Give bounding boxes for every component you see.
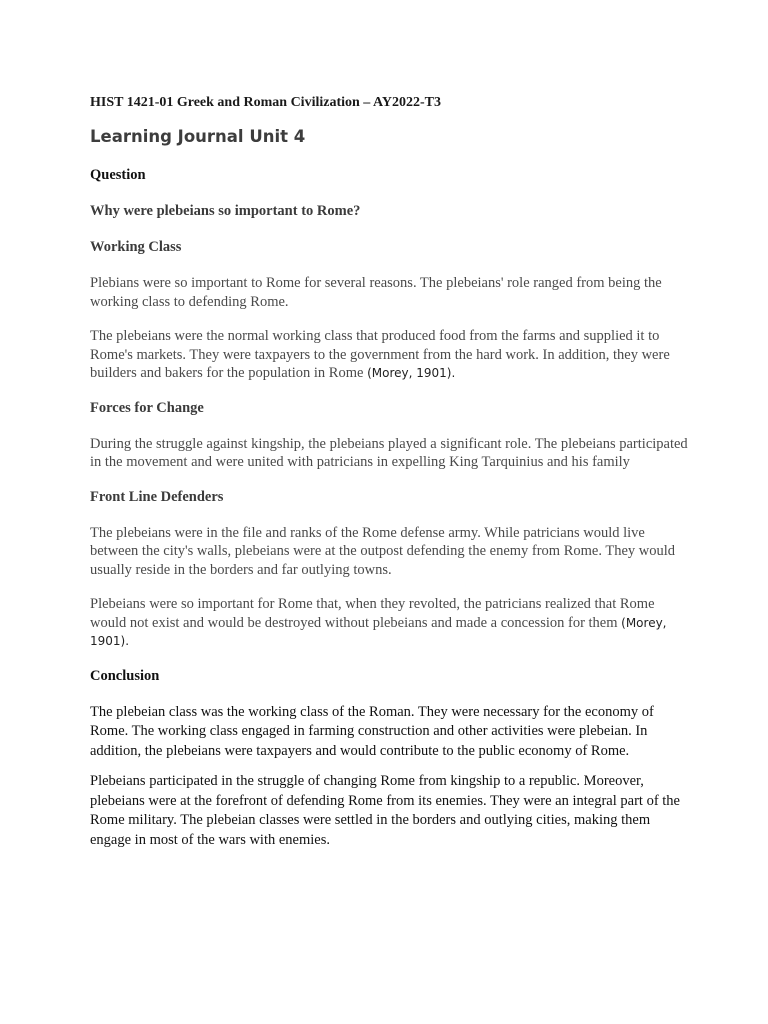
document-page — [90, 94, 690, 861]
question-heading: Question — [90, 167, 146, 183]
conclusion-paragraph-2: Plebeians participated in the struggle of changing Rome from kingship to a republic. Moreover, plebeians were at the forefront of defending Rome from its enemies. They were an integral part of the Rome military. The plebeian classes were settled in the borders and outlying cities, making them engage in most of the wars with enemies. — [90, 773, 680, 848]
conclusion-heading: Conclusion — [90, 667, 160, 684]
working-class-paragraph-2 — [90, 327, 690, 383]
paragraph-text: The plebeians were the normal working class that produced food from the farms and supplied it to Rome's markets. They were taxpayers to the government from the hard work. In addition, they were builders and bakers for the population in Rome — [90, 328, 670, 381]
front-line-defenders-paragraph-1: The plebeians were in the file and ranks of the Rome defense army. While patricians would live between the city's walls, plebeians were at the outpost defending the enemy from Rome. They would usually reside in the borders and far outlying towns. — [90, 524, 676, 578]
paragraph-text: Plebeians were so important for Rome that, when they revolted, the patricians realized that Rome would not exist and would be destroyed without plebeians and made a concession for them — [90, 596, 655, 631]
forces-for-change-heading: Forces for Change — [90, 399, 204, 416]
working-class-paragraph-1: Plebians were so important to Rome for several reasons. The plebeians' role ranged from being the working class to defending Rome. — [90, 275, 662, 310]
conclusion-paragraph-1: The plebeian class was the working class of the Roman. They were necessary for the economy of Rome. The working class engaged in farming construction and other activities were plebeian. In addition, the plebeians were taxpayers and would contribute to the public economy of Rome. — [90, 703, 654, 759]
course-title: HIST 1421-01 Greek and Roman Civilization – AY2022-T3 — [90, 95, 441, 110]
question-text: Why were plebeians so important to Rome? — [90, 203, 361, 219]
citation: (Morey, 1901). — [90, 615, 667, 648]
front-line-defenders-heading: Front Line Defenders — [90, 488, 224, 505]
front-line-defenders-paragraph-2 — [90, 595, 690, 651]
forces-for-change-paragraph-1: During the struggle against kingship, the plebeians played a significant role. The plebeians participated in the movement and were united with patricians in expelling King Tarquinius and his family — [90, 435, 688, 470]
citation: (Morey, 1901). — [367, 366, 456, 380]
working-class-heading: Working Class — [90, 239, 182, 255]
journal-title: Learning Journal Unit 4 — [90, 127, 306, 146]
